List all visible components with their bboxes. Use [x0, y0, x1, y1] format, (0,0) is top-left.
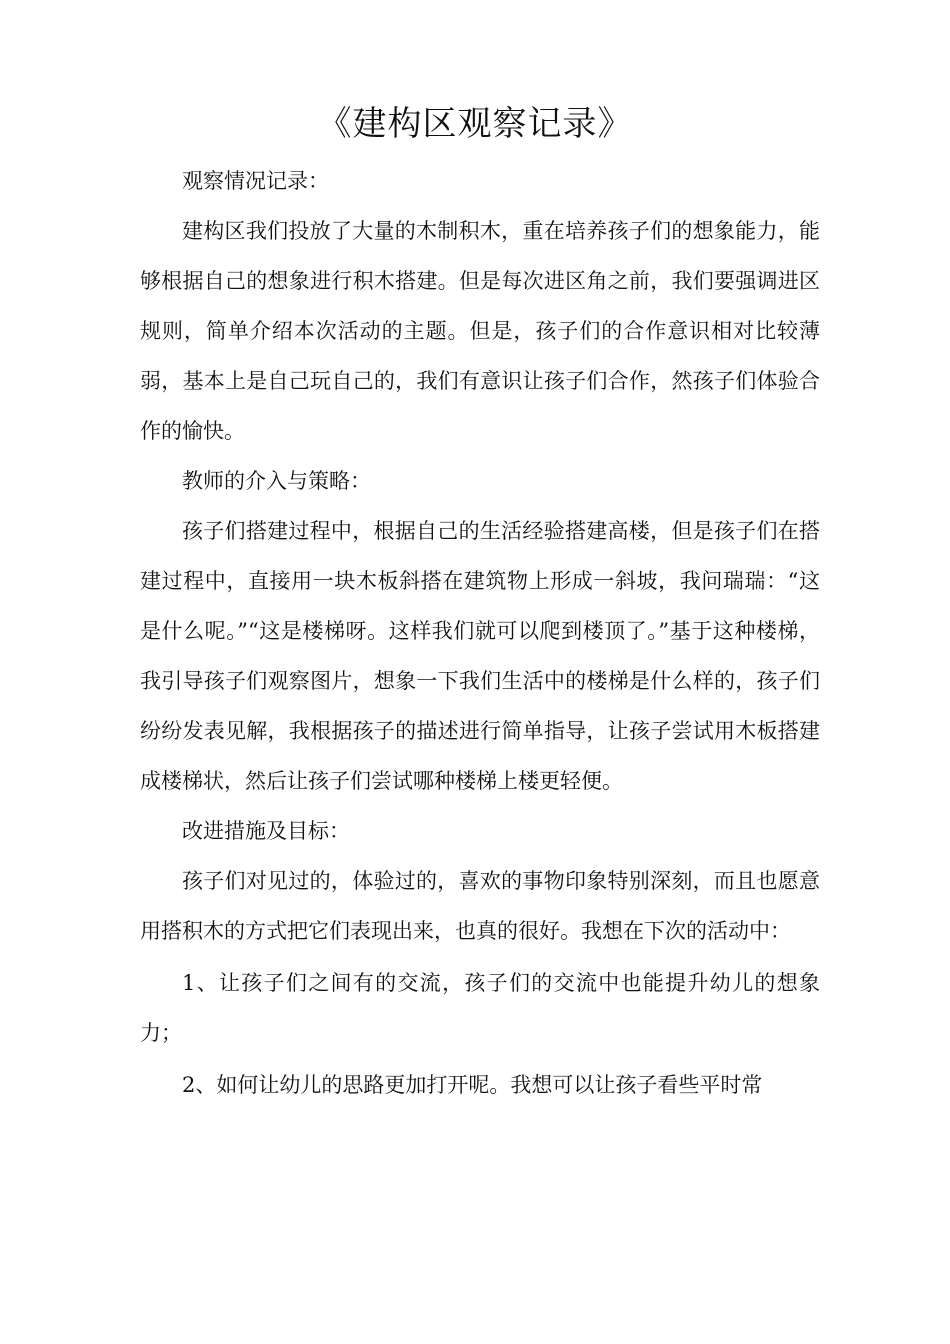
paragraph-intervention: 孩子们搭建过程中，根据自己的生活经验搭建高楼，但是孩子们在搭建过程中，直接用一块木板斜搭在建筑物上形成一斜坡，我问瑞瑞：“这是什么呢。”“这是楼梯呀。这样我们就可以爬到楼顶了。”基于这种楼梯，我引导孩子们观察图片，想象一下我们生活中的楼梯是什么样的，孩子们纷纷发表见解，我根据孩子的描述进行简单指导，让孩子尝试用木板搭建成楼梯状，然后让孩子们尝试哪种楼梯上楼更轻便。: [140, 519, 820, 793]
section-heading-intervention: 教师的介入与策略：: [182, 469, 371, 493]
list-item-1: 1、让孩子们之间有的交流，孩子们的交流中也能提升幼儿的想象力；: [140, 971, 820, 1045]
paragraph-observation: 建构区我们投放了大量的木制积木，重在培养孩子们的想象能力，能够根据自己的想象进行积木搭建。但是每次进区角之前，我们要强调进区规则，简单介绍本次活动的主题。但是，孩子们的合作意识相对比较薄弱，基本上是自己玩自己的，我们有意识让孩子们合作，然孩子们体验合作的愉快。: [140, 219, 820, 443]
document-title: 《建构区观察记录》: [317, 104, 633, 144]
section-heading-improvement: 改进措施及目标：: [182, 819, 350, 843]
document-body: [140, 156, 820, 1110]
section-heading-observation: 观察情况记录：: [182, 169, 329, 193]
list-item-2: 2、如何让幼儿的思路更加打开呢。我想可以让孩子看些平时常: [182, 1073, 763, 1097]
paragraph-improvement: 孩子们对见过的，体验过的，喜欢的事物印象特别深刻，而且也愿意用搭积木的方式把它们表现出来，也真的很好。我想在下次的活动中：: [140, 869, 820, 943]
